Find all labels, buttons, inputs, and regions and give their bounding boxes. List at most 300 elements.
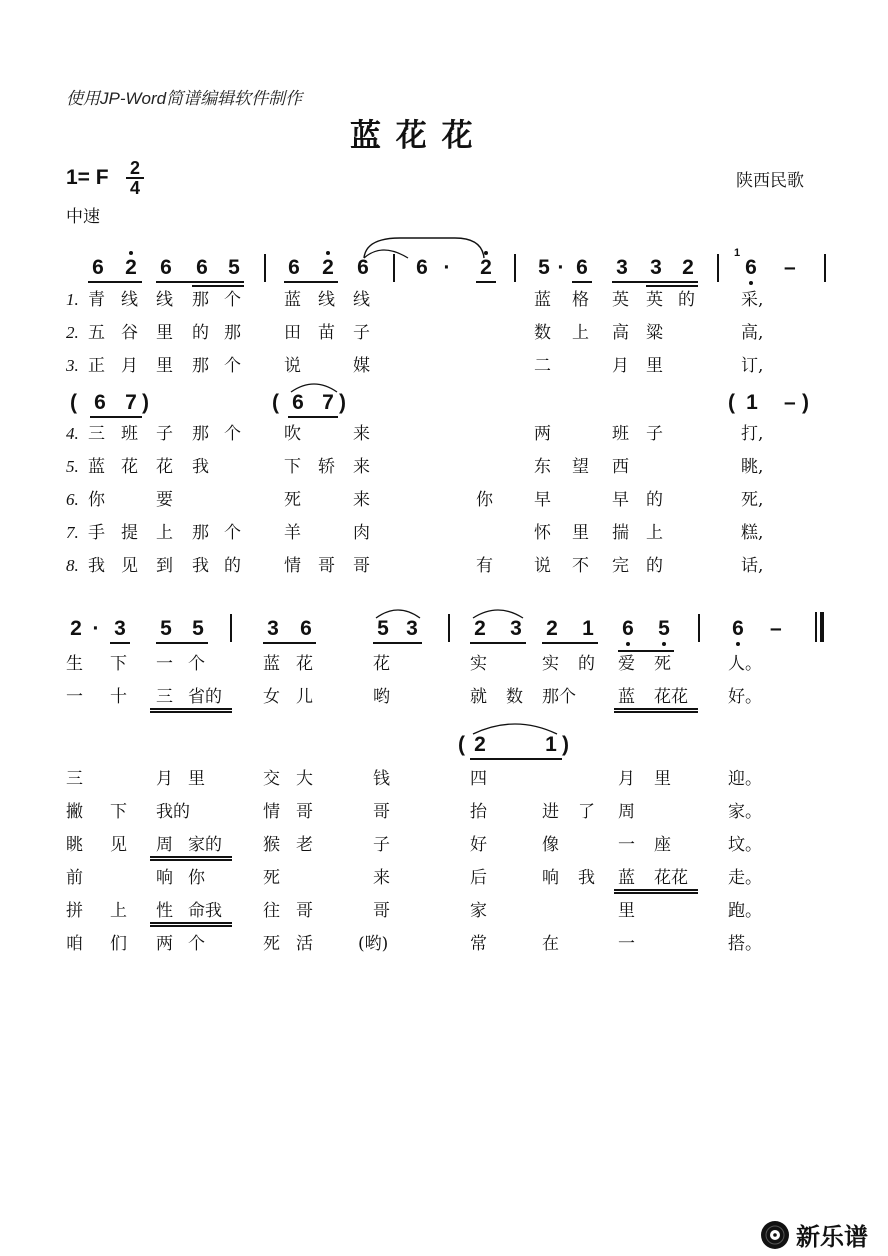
- note: 6: [196, 256, 208, 279]
- lyric: 里: [654, 769, 671, 789]
- lyric: 完: [612, 556, 629, 576]
- lyric: 性: [156, 901, 173, 921]
- paren-close: ): [562, 733, 569, 756]
- melisma-underline: [614, 892, 698, 894]
- high-octave-dot: [129, 251, 133, 255]
- lyric: 们: [110, 934, 127, 954]
- logo-text: 新乐谱: [796, 1223, 868, 1251]
- lyric: 到: [156, 556, 173, 576]
- note: 5: [377, 617, 389, 640]
- lyric: 哥: [318, 556, 335, 576]
- paren-close: ): [142, 391, 149, 414]
- beam: [612, 281, 698, 283]
- beam: [618, 650, 674, 652]
- lyric: 来: [353, 457, 370, 477]
- note: 6: [94, 391, 106, 414]
- lyric: 哥: [353, 556, 370, 576]
- lyric: 花: [156, 457, 173, 477]
- final-bar-thick: [820, 612, 824, 642]
- note: 3: [406, 617, 418, 640]
- lyric: 个: [188, 654, 205, 674]
- lyric: 望: [572, 457, 589, 477]
- lyric: 提: [121, 523, 138, 543]
- lyric: 不: [572, 556, 589, 576]
- lyric: 里: [156, 323, 173, 343]
- lyric: 好。: [728, 687, 762, 707]
- lyric: 抬: [470, 802, 487, 822]
- lyric: 我: [192, 556, 209, 576]
- final-bar-thin: [815, 612, 817, 642]
- lyric: 高: [612, 323, 629, 343]
- melisma-underline: [150, 922, 232, 924]
- lyric: 子: [373, 835, 390, 855]
- lyric: 的: [678, 290, 695, 310]
- lyric: 就: [470, 687, 487, 707]
- dot-extension: ·: [443, 256, 451, 279]
- lyric: 采,: [741, 290, 764, 310]
- lyric: (哟): [358, 934, 389, 954]
- lyric: 大: [296, 769, 313, 789]
- lyric: 上: [646, 523, 663, 543]
- lyric: 情: [263, 802, 280, 822]
- lyric: 儿: [296, 687, 313, 707]
- lyric: 周: [618, 802, 635, 822]
- note: 2: [474, 733, 486, 756]
- beam: [542, 642, 598, 644]
- paren-open: (: [728, 391, 735, 414]
- slur: [373, 604, 423, 620]
- melisma-underline: [614, 711, 698, 713]
- lyric: 我: [88, 556, 105, 576]
- lyric: 实: [470, 654, 487, 674]
- lyric: 里: [618, 901, 635, 921]
- lyric: 蓝: [534, 290, 551, 310]
- melisma-underline: [150, 711, 232, 713]
- note: 5: [658, 617, 670, 640]
- lyric: 说: [284, 356, 301, 376]
- lyric: 像: [542, 835, 559, 855]
- lyric: 周: [156, 835, 173, 855]
- lyric: 青: [88, 290, 105, 310]
- lyric: 话,: [741, 556, 764, 576]
- note: 2: [480, 256, 492, 279]
- lyric: 撇: [66, 802, 83, 822]
- lyric: 响: [542, 868, 559, 888]
- lyric: 响: [156, 868, 173, 888]
- lyric: 个: [224, 424, 241, 444]
- note: 3: [650, 256, 662, 279]
- melisma-underline: [150, 859, 232, 861]
- lyric: 苗: [318, 323, 335, 343]
- lyric: 线: [318, 290, 335, 310]
- lyric: 你: [88, 490, 105, 510]
- lyric: 格: [572, 290, 589, 310]
- note: 6: [92, 256, 104, 279]
- lyric: 班: [121, 424, 138, 444]
- low-octave-dot: [749, 281, 753, 285]
- verse-number: 4.: [66, 424, 79, 443]
- verse-number: 2.: [66, 323, 79, 342]
- lyric: 糕,: [741, 523, 764, 543]
- site-logo[interactable]: [760, 1217, 868, 1252]
- verse-number: 1.: [66, 290, 79, 309]
- lyric: 搭。: [728, 934, 762, 954]
- lyric: 田: [284, 323, 301, 343]
- lyric: 的: [224, 556, 241, 576]
- note: 2: [682, 256, 694, 279]
- lyric: 西: [612, 457, 629, 477]
- note: 2: [546, 617, 558, 640]
- lyric: 蓝: [284, 290, 301, 310]
- lyric: 了: [578, 802, 595, 822]
- note: 6: [160, 256, 172, 279]
- low-octave-dot: [736, 642, 740, 646]
- lyric: 哥: [296, 802, 313, 822]
- paren-close: ): [339, 391, 346, 414]
- lyric: 活: [296, 934, 313, 954]
- lyric: 数: [534, 323, 551, 343]
- lyric: 五: [88, 323, 105, 343]
- lyric: 里: [572, 523, 589, 543]
- lyric: 老: [296, 835, 313, 855]
- lyric: 的: [192, 323, 209, 343]
- lyric: 来: [353, 490, 370, 510]
- verse-number: 3.: [66, 356, 79, 375]
- lyric: 哥: [373, 802, 390, 822]
- lyric: 谷: [121, 323, 138, 343]
- lyric: 好: [470, 835, 487, 855]
- beam: [284, 281, 338, 283]
- lyric: 走。: [728, 868, 762, 888]
- note: 6: [300, 617, 312, 640]
- lyric: 两: [156, 934, 173, 954]
- lyric: 二: [534, 356, 551, 376]
- note: 7: [125, 391, 137, 414]
- lyric: 月: [121, 356, 138, 376]
- beam: [373, 642, 422, 644]
- lyric: 生: [66, 654, 83, 674]
- note: 6: [732, 617, 744, 640]
- note: 6: [622, 617, 634, 640]
- bar-line: [448, 614, 450, 642]
- lyric: 十: [110, 687, 127, 707]
- beam: [156, 642, 208, 644]
- lyric: 数: [506, 687, 523, 707]
- lyric: 那: [192, 523, 209, 543]
- lyric: 死: [284, 490, 301, 510]
- lyric: 的: [646, 556, 663, 576]
- sustain-dash: –: [770, 617, 782, 640]
- beam: [476, 281, 496, 283]
- note: 2: [125, 256, 137, 279]
- bar-line: [230, 614, 232, 642]
- note: 3: [510, 617, 522, 640]
- lyric: 月: [612, 356, 629, 376]
- lyric: 坟。: [728, 835, 762, 855]
- beam: [110, 642, 130, 644]
- lyric: 轿: [318, 457, 335, 477]
- lyric: 三: [66, 769, 83, 789]
- lyric: 高,: [741, 323, 764, 343]
- note: 5: [192, 617, 204, 640]
- lyric: 蓝: [618, 687, 635, 707]
- software-credit: 使用JP-Word简谱编辑软件制作: [66, 89, 303, 108]
- lyric: 三: [88, 424, 105, 444]
- beam: [263, 642, 316, 644]
- lyric: 眺,: [741, 457, 764, 477]
- time-signature-bottom: 4: [129, 178, 140, 198]
- lyric: 线: [353, 290, 370, 310]
- low-octave-dot: [662, 642, 666, 646]
- lyric: 我: [578, 868, 595, 888]
- lyric: 家的: [188, 835, 222, 855]
- lyric: 个: [188, 934, 205, 954]
- lyric: 爱: [618, 654, 635, 674]
- lyric: 交: [263, 769, 280, 789]
- note: 6: [576, 256, 588, 279]
- lyric: 揣: [612, 523, 629, 543]
- lyric: 个: [224, 523, 241, 543]
- lyric: 订,: [741, 356, 764, 376]
- lyric: 下: [110, 654, 127, 674]
- lyric: 命我: [188, 901, 222, 921]
- melisma-underline: [614, 708, 698, 710]
- lyric: 我的: [156, 802, 190, 822]
- note: 7: [322, 391, 334, 414]
- slur: [470, 604, 526, 620]
- lyric: 三: [156, 687, 173, 707]
- lyric: 死: [263, 868, 280, 888]
- note: 1: [582, 617, 594, 640]
- bar-line: [717, 254, 719, 282]
- bar-line: [514, 254, 516, 282]
- lyric: 见: [121, 556, 138, 576]
- lyric: 羊: [284, 523, 301, 543]
- lyric: 里: [646, 356, 663, 376]
- note: 6: [292, 391, 304, 414]
- lyric: 四: [470, 769, 487, 789]
- lyric: 英: [646, 290, 663, 310]
- paren-close: ): [802, 391, 809, 414]
- lyric: 迎。: [728, 769, 762, 789]
- lyric: 说: [534, 556, 551, 576]
- lyric: 下: [284, 457, 301, 477]
- lyric: 肉: [353, 523, 370, 543]
- lyric: 那个: [542, 687, 576, 707]
- lyric: 月: [156, 769, 173, 789]
- note: 3: [616, 256, 628, 279]
- lyric: 两: [534, 424, 551, 444]
- lyric: 班: [612, 424, 629, 444]
- tempo-marking: 中速: [66, 207, 100, 227]
- time-signature: [126, 160, 144, 196]
- note: 5: [160, 617, 172, 640]
- lyric: 打,: [741, 424, 764, 444]
- note: 3: [114, 617, 126, 640]
- lyric: 来: [373, 868, 390, 888]
- lyric: 咱: [66, 934, 83, 954]
- paren-open: (: [272, 391, 279, 414]
- note: 6: [745, 256, 757, 279]
- low-octave-dot: [626, 642, 630, 646]
- note: 2: [474, 617, 486, 640]
- melisma-underline: [150, 708, 232, 710]
- verse-number: 5.: [66, 457, 79, 476]
- lyric: 蓝: [618, 868, 635, 888]
- time-signature-top: 2: [129, 158, 140, 178]
- lyric: 那: [192, 356, 209, 376]
- song-origin: 陕西民歌: [736, 171, 804, 191]
- lyric: 那: [224, 323, 241, 343]
- note: 6: [416, 256, 428, 279]
- lyric: 上: [110, 901, 127, 921]
- lyric: 蓝: [263, 654, 280, 674]
- lyric: 见: [110, 835, 127, 855]
- beam: [288, 416, 338, 418]
- lyric: 进: [542, 802, 559, 822]
- lyric: 的: [646, 490, 663, 510]
- beam: [470, 758, 562, 760]
- lyric: 里: [188, 769, 205, 789]
- bar-line: [698, 614, 700, 642]
- lyric: 哥: [373, 901, 390, 921]
- lyric: 子: [646, 424, 663, 444]
- note: 1: [545, 733, 557, 756]
- lyric: 下: [110, 802, 127, 822]
- lyric: 子: [353, 323, 370, 343]
- lyric: 钱: [373, 769, 390, 789]
- lyric: 线: [121, 290, 138, 310]
- note: 5: [538, 256, 550, 279]
- lyric: 上: [156, 523, 173, 543]
- slur: [288, 378, 340, 394]
- note: 5: [228, 256, 240, 279]
- sustain-dash: –: [784, 391, 796, 414]
- lyric: 往: [263, 901, 280, 921]
- lyric: 线: [156, 290, 173, 310]
- lyric: 花: [296, 654, 313, 674]
- grace-note: 1: [734, 247, 741, 259]
- lyric: 死: [263, 934, 280, 954]
- lyric: 实: [542, 654, 559, 674]
- verse-number: 6.: [66, 490, 79, 509]
- melisma-underline: [614, 889, 698, 891]
- lyric: 后: [470, 868, 487, 888]
- lyric: 死,: [741, 490, 764, 510]
- lyric: 英: [612, 290, 629, 310]
- lyric: 东: [534, 457, 551, 477]
- beam: [90, 416, 142, 418]
- note: 6: [357, 256, 369, 279]
- lyric: 跑。: [728, 901, 762, 921]
- melisma-underline: [150, 925, 232, 927]
- lyric: 花: [373, 654, 390, 674]
- lyric: 个: [224, 290, 241, 310]
- slur: [470, 718, 560, 736]
- lyric: 粱: [646, 323, 663, 343]
- beam: [88, 281, 142, 283]
- dot-extension: ·: [92, 617, 100, 640]
- lyric: 正: [88, 356, 105, 376]
- beam: [192, 285, 244, 287]
- lyric: 常: [470, 934, 487, 954]
- lyric: 那: [192, 290, 209, 310]
- verse-number: 8.: [66, 556, 79, 575]
- note: 2: [70, 617, 82, 640]
- lyric: 拼: [66, 901, 83, 921]
- lyric: 有: [476, 556, 493, 576]
- lyric: 在: [542, 934, 559, 954]
- lyric: 哟: [373, 687, 390, 707]
- lyric: 一: [156, 654, 173, 674]
- lyric: 花花: [654, 868, 688, 888]
- lyric: 媒: [353, 356, 370, 376]
- lyric: 那: [192, 424, 209, 444]
- note: 1: [746, 391, 758, 414]
- lyric: 里: [156, 356, 173, 376]
- vinyl-record-icon: [760, 1220, 790, 1250]
- note: 2: [322, 256, 334, 279]
- bar-line: [264, 254, 266, 282]
- lyric: 早: [612, 490, 629, 510]
- dot-extension: ·: [557, 256, 565, 279]
- lyric: 的: [578, 654, 595, 674]
- lyric: 前: [66, 868, 83, 888]
- lyric: 眺: [66, 835, 83, 855]
- lyric: 一: [66, 687, 83, 707]
- lyric: 吹: [284, 424, 301, 444]
- lyric: 手: [88, 523, 105, 543]
- lyric: 花花: [654, 687, 688, 707]
- lyric: 怀: [534, 523, 551, 543]
- lyric: 花: [121, 457, 138, 477]
- lyric: 省的: [188, 687, 222, 707]
- lyric: 上: [572, 323, 589, 343]
- melisma-underline: [150, 856, 232, 858]
- paren-open: (: [458, 733, 465, 756]
- lyric: 要: [156, 490, 173, 510]
- lyric: 蓝: [88, 457, 105, 477]
- lyric: 一: [618, 934, 635, 954]
- lyric: 家: [470, 901, 487, 921]
- lyric: 你: [476, 490, 493, 510]
- lyric: 家。: [728, 802, 762, 822]
- lyric: 女: [263, 687, 280, 707]
- lyric: 情: [284, 556, 301, 576]
- sustain-dash: –: [784, 256, 796, 279]
- lyric: 哥: [296, 901, 313, 921]
- bar-line: [824, 254, 826, 282]
- lyric: 月: [618, 769, 635, 789]
- lyric: 一: [618, 835, 635, 855]
- lyric: 人。: [728, 654, 762, 674]
- note: 6: [288, 256, 300, 279]
- beam: [470, 642, 526, 644]
- lyric: 子: [156, 424, 173, 444]
- paren-open: (: [70, 391, 77, 414]
- lyric: 早: [534, 490, 551, 510]
- beam: [646, 285, 698, 287]
- lyric: 我: [192, 457, 209, 477]
- high-octave-dot: [326, 251, 330, 255]
- verse-number: 7.: [66, 523, 79, 542]
- note: 3: [267, 617, 279, 640]
- key-signature: 1= F: [66, 166, 109, 189]
- lyric: 猴: [263, 835, 280, 855]
- beam: [572, 281, 592, 283]
- tie-slur: [360, 232, 490, 262]
- lyric: 个: [224, 356, 241, 376]
